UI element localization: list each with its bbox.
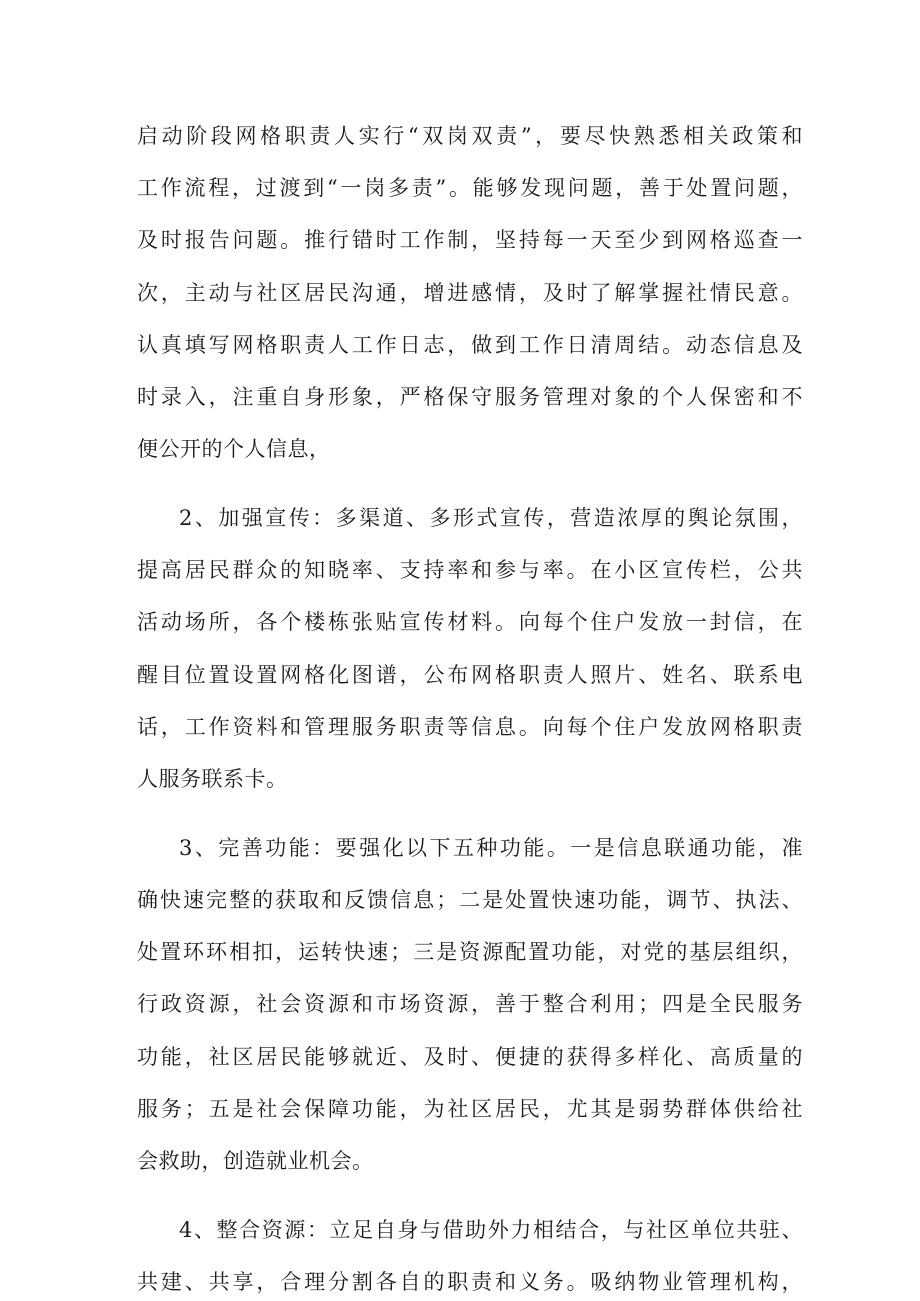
text-line xyxy=(137,1091,803,1127)
text-line xyxy=(137,709,803,745)
text-line xyxy=(137,552,803,588)
paragraph-3-heading-line xyxy=(179,830,803,866)
paragraph-4-heading-line xyxy=(179,1212,803,1248)
text-line-content: 启动阶段网格职责人实行“双岗双责”，要尽快熟悉相关政策和 xyxy=(137,124,803,148)
text-line-content: 醒目位置设置网格化图谱，公布网格职责人照片、姓名、联系电 xyxy=(137,663,803,687)
text-line-content: 次，主动与社区居民沟通，增进感情，及时了解掌握社情民意。 xyxy=(137,281,803,305)
text-line-content: 行政资源，社会资源和市场资源，善于整合利用；四是全民服务 xyxy=(137,992,803,1016)
text-line xyxy=(137,275,803,311)
text-line-content: 工作流程，过渡到“一岗多责”。能够发现问题，善于处置问题， xyxy=(137,176,803,200)
text-line-content: 处置环环相扣，运转快速；三是资源配置功能，对党的基层组织， xyxy=(137,940,803,964)
text-line xyxy=(137,431,803,467)
text-line xyxy=(137,986,803,1022)
text-line xyxy=(137,118,803,154)
text-line-content: 服务；五是社会保障功能，为社区居民，尤其是弱势群体供给社 xyxy=(137,1097,803,1121)
text-line-content: 认真填写网格职责人工作日志，做到工作日清周结。动态信息及 xyxy=(137,333,803,357)
text-line-content: 便公开的个人信息， xyxy=(137,437,331,461)
text-line xyxy=(137,379,803,415)
paragraph-2-heading-line xyxy=(179,500,803,536)
text-line-content: 及时报告问题。推行错时工作制，坚持每一天至少到网格巡查一 xyxy=(137,228,803,252)
text-line-content: 3、完善功能：要强化以下五种功能。一是信息联通功能，准 xyxy=(179,836,803,860)
text-line-content: 4、整合资源：立足自身与借助外力相结合，与社区单位共驻、 xyxy=(179,1218,803,1242)
text-line xyxy=(137,222,803,258)
text-line-content: 共建、共享，合理分割各自的职责和义务。吸纳物业管理机构， xyxy=(137,1270,803,1294)
text-line xyxy=(137,1143,803,1179)
text-line xyxy=(137,327,803,363)
text-line-content: 时录入，注重自身形象，严格保守服务管理对象的个人保密和不 xyxy=(137,385,803,409)
text-line-content: 功能，社区居民能够就近、及时、便捷的获得多样化、高质量的 xyxy=(137,1045,803,1069)
text-line-content: 2、加强宣传：多渠道、多形式宣传，营造浓厚的舆论氛围， xyxy=(179,506,803,530)
text-line xyxy=(137,882,803,918)
text-line-content: 活动场所，各个楼栋张贴宣传材料。向每个住户发放一封信，在 xyxy=(137,610,803,634)
text-line-content: 提高居民群众的知晓率、支持率和参与率。在小区宣传栏，公共 xyxy=(137,558,803,582)
text-line-content: 人服务联系卡。 xyxy=(137,767,288,791)
text-line xyxy=(137,170,803,206)
text-line xyxy=(137,1264,803,1300)
text-line xyxy=(137,761,803,797)
text-line xyxy=(137,1039,803,1075)
text-line-content: 确快速完整的获取和反馈信息；二是处置快速功能，调节、执法、 xyxy=(137,888,803,912)
text-line-content: 话，工作资料和管理服务职责等信息。向每个住户发放网格职责 xyxy=(137,715,803,739)
text-line xyxy=(137,604,803,640)
text-line xyxy=(137,934,803,970)
text-line-content: 会救助，创造就业机会。 xyxy=(137,1149,374,1173)
text-line xyxy=(137,657,803,693)
